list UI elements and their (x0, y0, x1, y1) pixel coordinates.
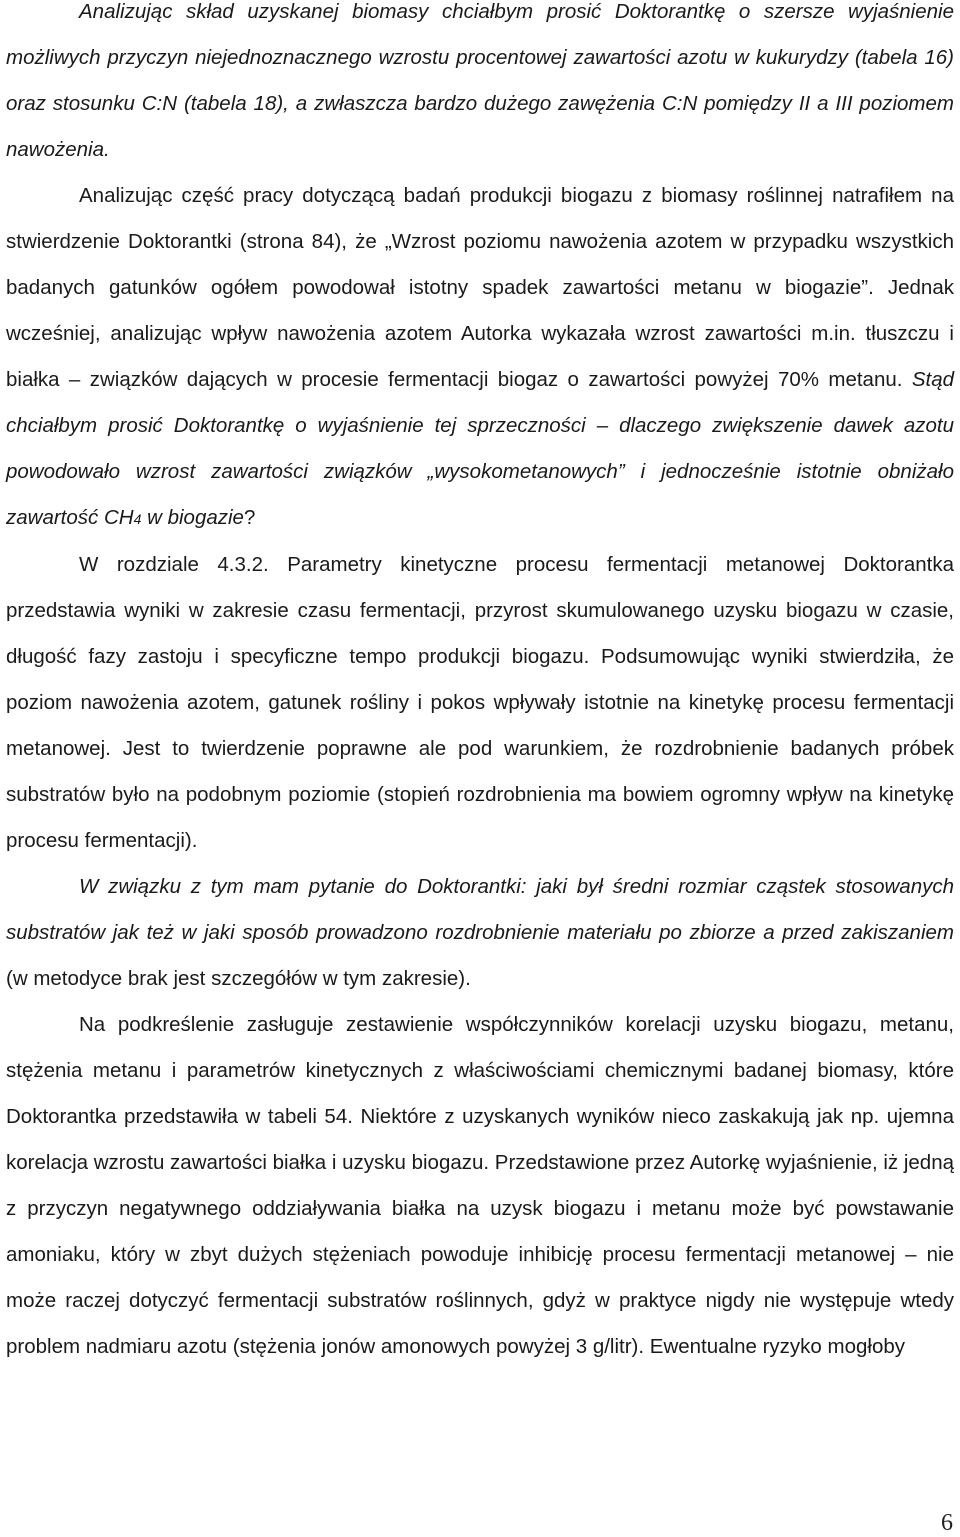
question-italic-text-end: w biogazie (141, 506, 244, 529)
paragraph-biogas-methane (6, 173, 954, 542)
question-italic-text: Stąd chciałbym prosić Doktorantkę o wyjaśnienie tej sprzeczności – dlaczego zwiększenie dawek azotu powodowało wzrost zawartości związków „wysokometanowych” i jednocześnie istotnie obniżało zawartość CH (6, 368, 954, 529)
body-text (6, 173, 954, 1370)
subscript-text: 4 (133, 511, 142, 527)
question-mark: ? (243, 506, 256, 529)
paragraph-kinetics: W rozdziale 4.3.2. Parametry kinetyczne procesu fermentacji metanowej Doktorantka przedstawia wyniki w zakresie czasu fermentacji, przyrost skumulowanego uzysku biogazu w czasie, długość fazy zastoju i specyficzne tempo produkcji biogazu. Podsumowując wyniki stwierdziła, że poziom nawożenia azotem, gatunek rośliny i pokos wpływały istotnie na kinetykę procesu fermentacji metanowej. Jest to twierdzenie poprawne ale pod warunkiem, że rozdrobnienie badanych próbek substratów było na podobnym poziomie (stopień rozdrobnienia ma bowiem ogromny wpływ na kinetykę procesu fermentacji). (6, 553, 954, 852)
paragraph-particle-size-question (6, 864, 954, 1002)
paragraph-text: Analizując część pracy dotyczącą badań produkcji biogazu z biomasy roślinnej natrafiłem na stwierdzenie Doktorantki (strona 84), że „Wzrost poziomu nawożenia azotem w przypadku wszystkich badanych gatunków ogółem powodował istotny spadek zawartości metanu w biogazie”. Jednak wcześniej, analizując wpływ nawożenia azotem Autorka wykazała wzrost zawartości m.in. tłuszczu i białka – związków dających w procesie fermentacji biogaz o zawartości powyżej 70% metanu. (6, 184, 954, 391)
page-number: 6 (941, 1510, 953, 1536)
paragraph-text: Analizując skład uzyskanej biomasy chciałbym prosić Doktorantkę o szersze wyjaśnienie możliwych przyczyn niejednoznacznego wzrostu procentowej zawartości azotu w kukurydzy (tabela 16) oraz stosunku C:N (tabela 18), a zwłaszcza bardzo dużego zawężenia C:N pomiędzy II a III poziomem nawożenia. (6, 0, 954, 161)
question-italic-text: W związku z tym mam pytanie do Doktorantki: jaki był średni rozmiar cząstek stosowanych substratów jak też w jaki sposób prowadzono rozdrobnienie materiału po zbiorze a przed zakiszaniem (6, 875, 954, 944)
paragraph-text: (w metodyce brak jest szczegółów w tym zakresie). (6, 967, 471, 990)
paragraph-question-nitrogen (6, 0, 954, 173)
paragraph-correlation: Na podkreślenie zasługuje zestawienie współczynników korelacji uzysku biogazu, metanu, stężenia metanu i parametrów kinetycznych z właściwościami chemicznymi badanej biomasy, które Doktorantka przedstawiła w tabeli 54. Niektóre z uzyskanych wyników nieco zaskakują jak np. ujemna korelacja wzrostu zawartości białka i uzysku biogazu. Przedstawione przez Autorkę wyjaśnienie, iż jedną z przyczyn negatywnego oddziaływania białka na uzysk biogazu i metanu może być powstawanie amoniaku, który w zbyt dużych stężeniach powoduje inhibicję procesu fermentacji metanowej – nie może raczej dotyczyć fermentacji substratów roślinnych, gdyż w praktyce nigdy nie występuje wtedy problem nadmiaru azotu (stężenia jonów amonowych powyżej 3 g/litr). Ewentualne ryzyko mogłoby (6, 1013, 955, 1358)
